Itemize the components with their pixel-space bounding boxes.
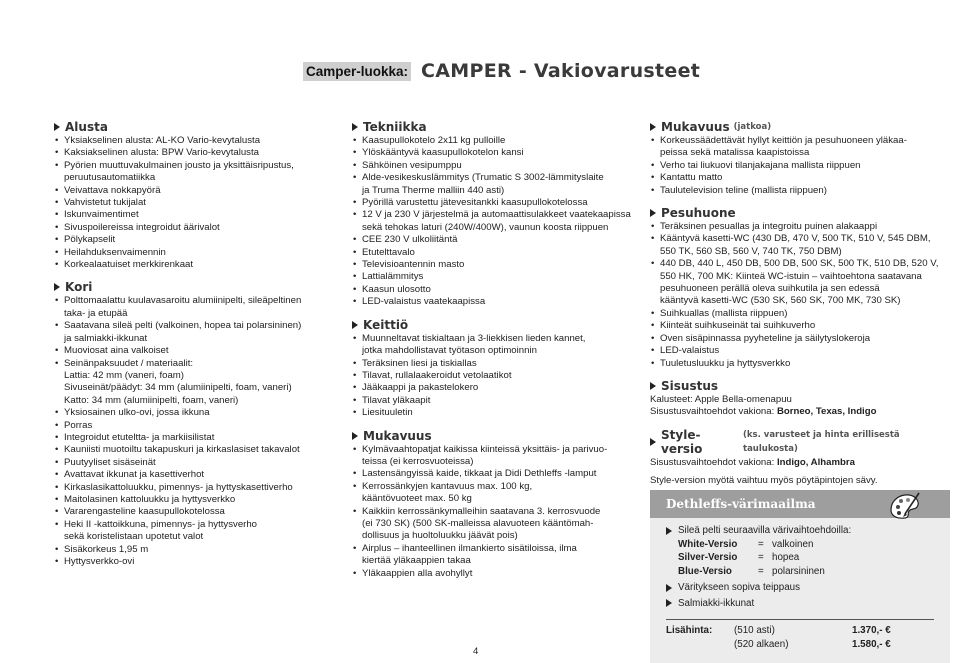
list-item: • Pyörien muuttuvakulmainen jousto ja yksittäisripustus, peruutusautomatiikka [54, 160, 344, 185]
section-keittio [352, 318, 642, 420]
color-box-body [650, 518, 950, 652]
list-item: • Yläkaappien alla avohyllyt [352, 568, 642, 580]
section-title-tekniikka: Tekniikka [352, 120, 642, 134]
list-item: • Kauniisti muotoiltu takapuskuri ja kirkaslasiset takavalot [54, 444, 344, 456]
section-title-mukavuus: Mukavuus [352, 429, 642, 443]
list-item: • Kirkaslasikattoluukku, pimennys- ja hyttyskasettiverho [54, 482, 344, 494]
sisustus-furniture: Kalusteet: Apple Bella-omenapuu [650, 393, 792, 405]
list-item: • Kantattu matto [650, 172, 950, 184]
price-row: (520 alkaen) 1.580,- € [734, 639, 891, 650]
list-item: • Kaasupullokotelo 2x11 kg pulloille [352, 135, 642, 147]
section-style-version [650, 428, 950, 488]
triangle-icon [650, 382, 656, 390]
column-right [650, 120, 950, 497]
list-item: • Tilavat, rullalaakeroidut vetolaatikot [352, 370, 642, 382]
list-item: • Teräksinen pesuallas ja integroitu puinen alakaappi [650, 221, 950, 233]
triangle-icon [352, 321, 358, 329]
list-item: • Sivuspoilereissa integroidut äärivalot [54, 222, 344, 234]
list-item: • Lastensängyissä kaide, tikkaat ja Didi Dethleffs -lamput [352, 468, 642, 480]
list-item: • Tuuletusluukku ja hyttysverkko [650, 358, 950, 370]
option-smooth-sheet: Sileä pelti seuraavilla värivaihtoehdoilla: [666, 524, 934, 538]
keittio-list [352, 333, 642, 420]
section-alusta [54, 120, 344, 271]
list-item: • Yksiakselinen alusta: AL-KO Vario-kevytalusta [54, 135, 344, 147]
kori-list [54, 295, 344, 568]
triangle-icon [54, 123, 60, 131]
list-item: • LED-valaistus vaatekaapissa [352, 296, 642, 308]
section-mukavuus-cont [650, 120, 950, 197]
section-title-sisustus: Sisustus [650, 379, 950, 393]
list-item: • Sisäkorkeus 1,95 m [54, 544, 344, 556]
list-item: • Integroidut etuteltta- ja markiisilistat [54, 432, 344, 444]
price-row: Lisähinta: (510 asti) 1.370,- € [666, 625, 891, 636]
section-pesuhuone [650, 206, 950, 370]
list-item: • Teräksinen liesi ja tiskiallas [352, 358, 642, 370]
section-title-mukavuus-cont: Mukavuus (jatkoa) [650, 120, 950, 134]
list-item: • 440 DB, 440 L, 450 DB, 500 DB, 500 SK, 500 TK, 510 DB, 520 V, 550 HK, 700 MK: Kiinteä WC-istuin – vaihtoehtona saatavana pesuhuoneen perällä oleva suihkutila ja sen edessä kääntyvä kasetti-WC (530 SK, 560 SK, 700 MK, 730 SK) [650, 258, 950, 308]
list-item: • Korkeussäädettävät hyllyt keittiön ja pesuhuoneen yläkaa- peissa sekä matalissa kaapistoissa [650, 135, 950, 160]
triangle-icon [650, 209, 656, 217]
list-item: • Kerrossänkyjen kantavuus max. 100 kg, kääntövuoteet max. 50 kg [352, 481, 642, 506]
color-box-title: Dethleffs-värimaailma [666, 497, 816, 511]
list-item: • Pölykapselit [54, 234, 344, 246]
section-title-kori: Kori [54, 280, 344, 294]
list-item: • Airplus – ihanteellinen ilmankierto sisätiloissa, ilma kiertää yläkaappien takaa [352, 543, 642, 568]
color-box-header [650, 490, 950, 518]
list-item: • Muunneltavat tiskialtaan ja 3-liekkisen lieden kannet, jotka mahdollistavat työtason optimoinnin [352, 333, 642, 358]
list-item: • Taulutelevision teline (mallista riippuen) [650, 185, 950, 197]
column-middle [352, 120, 642, 589]
category-label: Camper-luokka: [303, 62, 411, 81]
column-left [54, 120, 344, 577]
list-item: • Kiinteät suihkuseinät tai suihkuverho [650, 320, 950, 332]
list-item: • Yksiosainen ulko-ovi, jossa ikkuna [54, 407, 344, 419]
list-item: • Veivattava nokkapyörä [54, 185, 344, 197]
page-number: 4 [473, 646, 479, 657]
option-windows: Salmiakki-ikkunat [666, 597, 934, 611]
mukavuus-cont-list [650, 135, 950, 197]
triangle-icon [352, 123, 358, 131]
list-item: • Suihkuallas (mallista riippuen) [650, 308, 950, 320]
sisustus-options: Sisustusvaihtoehdot vakiona: Borneo, Texas, Indigo [650, 406, 877, 418]
list-item: • Tilavat yläkaapit [352, 395, 642, 407]
list-item: • Heki II -kattoikkuna, pimennys- ja hyttysverho sekä koristelistaan upotetut valot [54, 519, 344, 544]
list-item: • CEE 230 V ulkoliitäntä [352, 234, 642, 246]
color-row-blue: Blue-Versio = polarsininen [678, 565, 825, 577]
price-divider [666, 619, 934, 620]
style-options: Sisustusvaihtoehdot vakiona: Indigo, Alhambra [650, 456, 855, 468]
list-item: • Saatavana sileä pelti (valkoinen, hopea tai polarsininen) ja salmiakki-ikkunat [54, 320, 344, 345]
page-header [303, 60, 700, 82]
list-item: • Muoviosat aina valkoiset [54, 345, 344, 357]
triangle-icon [666, 599, 672, 607]
section-title-style-version: Style-versio (ks. varusteet ja hinta erillisestä taulukosta) [650, 428, 950, 456]
list-item: • Porras [54, 420, 344, 432]
list-item: • Oven sisäpinnassa pyyheteline ja säilytyslokeroja [650, 333, 950, 345]
list-item: • Maitolasinen kattoluukku ja hyttysverkko [54, 494, 344, 506]
triangle-icon [650, 123, 656, 131]
style-note: Style-version myötä vaihtuu myös pöytäpintojen sävy. [650, 475, 878, 487]
list-item: • Vahvistetut tukijalat [54, 197, 344, 209]
list-item: • Kääntyvä kasetti-WC (430 DB, 470 V, 500 TK, 510 V, 545 DBM, 550 TK, 560 SB, 560 V, 740 TK, 750 DBM) [650, 233, 950, 258]
color-row-silver: Silver-Versio = hopea [678, 552, 800, 563]
section-title-alusta: Alusta [54, 120, 344, 134]
list-item: • Seinänpaksuudet / materiaalit: Lattia: 42 mm (vaneri, foam) Sivuseinät/päädyt: 34 mm (alumiinipelti, foam, vaneri) Katto: 34 mm (alumiinipelti, foam, vaneri) [54, 358, 344, 408]
list-item: • Vararengasteline kaasupullokotelossa [54, 506, 344, 518]
section-sisustus [650, 379, 950, 419]
triangle-icon [54, 283, 60, 291]
section-mukavuus [352, 429, 642, 580]
list-item: • Kaikkiin kerrossänkymalleihin saatavana 3. kerrosvuode (ei 730 SK) (500 SK-malleissa alavuoteen kääntömah- dollisuus ja huoltoluukku jäävät pois) [352, 506, 642, 543]
color-options-box [650, 490, 950, 663]
list-item: • Sähköinen vesipumppu [352, 160, 642, 172]
list-item: • Hyttysverkko-ovi [54, 556, 344, 568]
section-kori [54, 280, 344, 568]
list-item: • Televisioantennin masto [352, 259, 642, 271]
list-item: • Kylmävaahtopatjat kaikissa kiinteissä yksittäis- ja parivuo- teissa (ei kerrosvuoteissa) [352, 444, 642, 469]
section-title-keittio: Keittiö [352, 318, 642, 332]
list-item: • Polttomaalattu kuulavasaroitu alumiinipelti, sileäpeltinen taka- ja etupää [54, 295, 344, 320]
tekniikka-list [352, 135, 642, 309]
list-item: • Puutyyliset sisäseinät [54, 457, 344, 469]
list-item: • Lattialämmitys [352, 271, 642, 283]
section-title-pesuhuone: Pesuhuone [650, 206, 950, 220]
triangle-icon [666, 527, 672, 535]
pesuhuone-list [650, 221, 950, 370]
list-item: • LED-valaistus [650, 345, 950, 357]
list-item: • Kaksiakselinen alusta: BPW Vario-kevytalusta [54, 147, 344, 159]
list-item: • Avattavat ikkunat ja kasettiverhot [54, 469, 344, 481]
list-item: • Alde-vesikeskuslämmitys (Trumatic S 3002-lämmityslaite ja Truma Therme malliin 440 asti) [352, 172, 642, 197]
list-item: • Korkealaatuiset merkkirenkaat [54, 259, 344, 271]
triangle-icon [666, 584, 672, 592]
list-item: • Verho tai liukuovi tilanjakajana mallista riippuen [650, 160, 950, 172]
list-item: • Liesituuletin [352, 407, 642, 419]
list-item: • Iskunvaimentimet [54, 209, 344, 221]
option-tape: Väritykseen sopiva teippaus [666, 581, 934, 595]
list-item: • 12 V ja 230 V järjestelmä ja automaattisulakkeet vaatekaapissa sekä tehokas laturi (240W/400W), vaunun koosta riippuen [352, 209, 642, 234]
list-item: • Pyörillä varustettu jätevesitankki kaasupullokotelossa [352, 197, 642, 209]
list-item: • Jääkaappi ja pakastelokero [352, 382, 642, 394]
alusta-list [54, 135, 344, 271]
list-item: • Heilahduksenvaimennin [54, 247, 344, 259]
triangle-icon [352, 432, 358, 440]
list-item: • Etutelttavalo [352, 247, 642, 259]
section-tekniikka [352, 120, 642, 309]
list-item: • Kaasun ulosotto [352, 284, 642, 296]
page-title: CAMPER - Vakiovarusteet [421, 60, 701, 82]
palette-icon [888, 490, 922, 520]
triangle-icon [650, 438, 656, 446]
list-item: • Ylöskääntyvä kaasupullokotelon kansi [352, 147, 642, 159]
mukavuus-list [352, 444, 642, 580]
color-row-white: White-Versio = valkoinen [678, 538, 814, 550]
